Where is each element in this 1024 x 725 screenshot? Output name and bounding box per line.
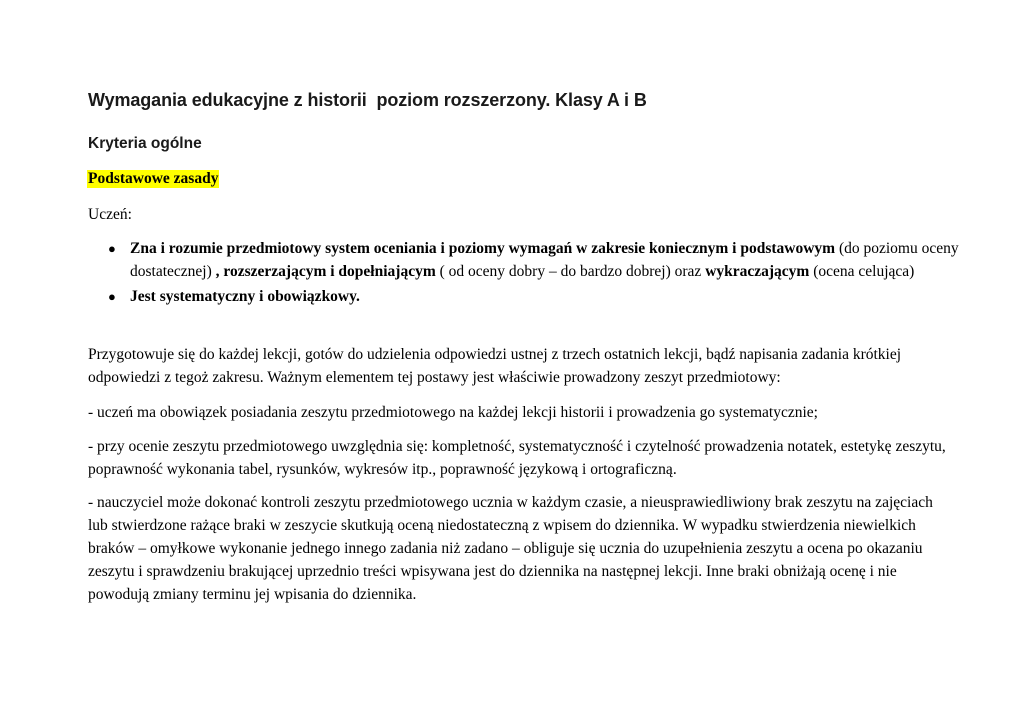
bullet-text-bold: Jest systematyczny i obowiązkowy. [130, 288, 360, 305]
section-heading: Kryteria ogólne [88, 135, 202, 152]
bullet-list [108, 237, 968, 308]
highlighted-heading: Podstawowe zasady [88, 170, 219, 187]
bullet-text: (do poziomu oceny dostatecznej) [130, 240, 959, 280]
bullet-text: ( od oceny dobry – do bardzo dobrej) oraz [435, 263, 706, 280]
bullet-icon: ● [108, 241, 116, 256]
bullet-text-bold: , rozszerzającym i dopełniającym [215, 263, 436, 280]
bullet-icon: ● [108, 289, 116, 304]
student-label: Uczeń: [88, 206, 132, 223]
paragraph: - przy ocenie zeszytu przedmiotowego uwzględnia się: kompletność, systematyczność i czytelność prowadzenia notatek, estetykę zeszytu, poprawność wykonania tabel, rysunków, wykresów itp., poprawność językową i ortograficzną. [88, 438, 946, 478]
paragraph: Przygotowuje się do każdej lekcji, gotów do udzielenia odpowiedzi ustnej z trzech ostatnich lekcji, bądź napisania zadania krótkiej odpowiedzi z tegoż zakresu. Ważnym elementem tej postawy jest właściwie prowadzony zeszyt przedmiotowy: [88, 346, 902, 386]
list-item [108, 285, 968, 308]
list-item [108, 237, 968, 283]
paragraph: - uczeń ma obowiązek posiadania zeszytu przedmiotowego na każdej lekcji historii i prowadzenia go systematycznie; [88, 404, 818, 421]
bullet-text-bold: wykraczającym [705, 263, 810, 280]
document-title: Wymagania edukacyjne z historii poziom rozszerzony. Klasy A i B [88, 90, 647, 110]
bullet-text-bold: Zna i rozumie przedmiotowy system oceniania i poziomy wymagań w zakresie koniecznym i podstawowym [130, 240, 836, 257]
paragraph: - nauczyciel może dokonać kontroli zeszytu przedmiotowego ucznia w każdym czasie, a nieusprawiedliwiony brak zeszytu na zajęciach lub stwierdzone rażące braki w zeszycie skutkują oceną niedostateczną z wpisem do dziennika. W wypadku stwierdzenia niewielkich braków – omyłkowe wykonanie jednego innego zadania niż zadano – obliguje się ucznia do uzupełnienia zeszytu a ocena po okazaniu zeszytu i sprawdzeniu brakującej uprzednio treści wpisywana jest do dziennika na następnej lekcji. Inne braki obniżają ocenę i nie powodują zmiany terminu jej wpisania do dziennika. [88, 494, 933, 603]
bullet-text: (ocena celująca) [809, 263, 915, 280]
